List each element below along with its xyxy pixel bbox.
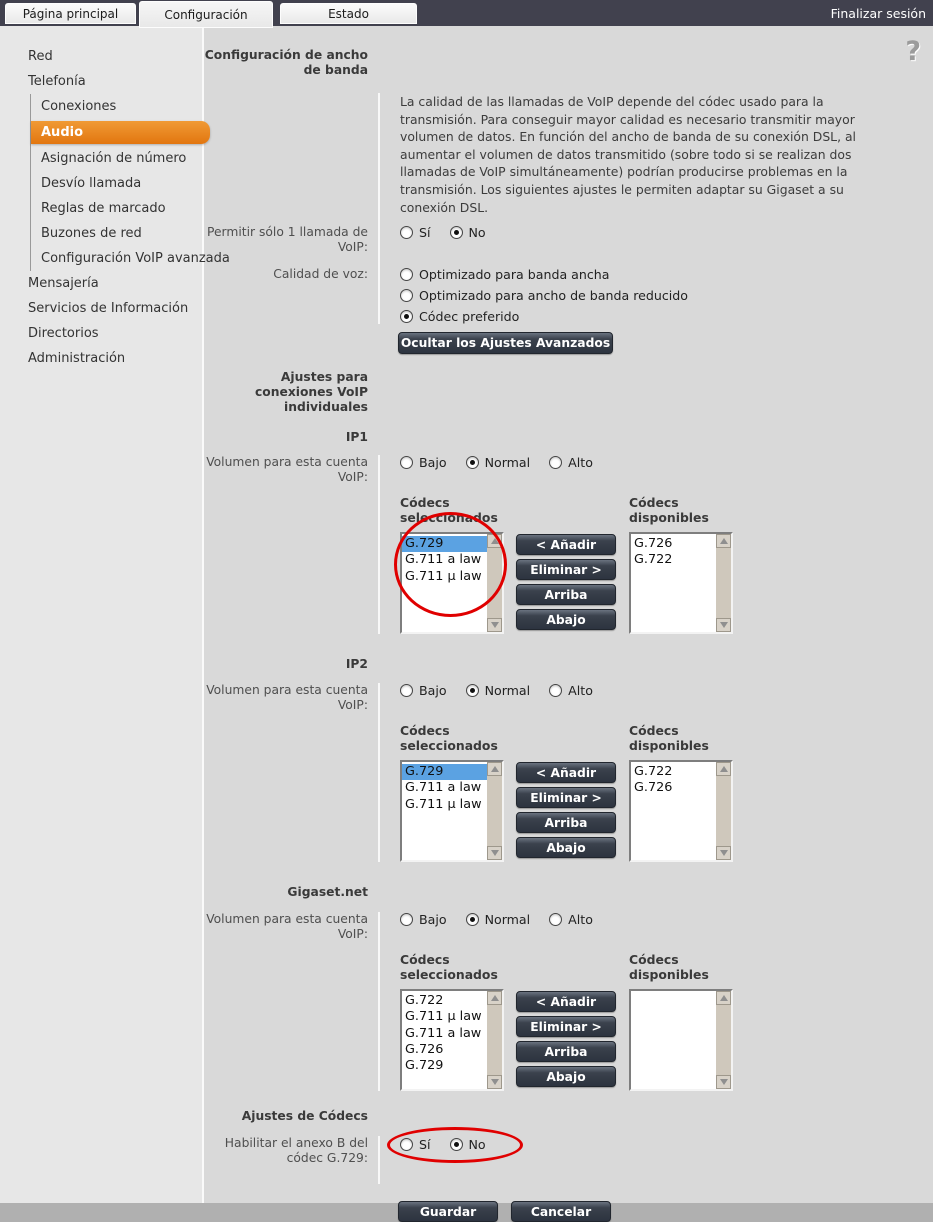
available-codecs-heading: Códecs disponibles (629, 723, 709, 754)
sidebar-item-conexiones[interactable]: Conexiones (41, 99, 117, 114)
account-heading-ip1 (204, 430, 933, 445)
radio-icon (549, 456, 562, 469)
tab-configuracion[interactable] (139, 1, 273, 28)
codecs-row-ip1 (204, 485, 933, 634)
add-codec-button[interactable]: < Añadir (516, 762, 616, 783)
scroll-down-button[interactable] (487, 1075, 502, 1089)
radio-icon (400, 1138, 413, 1151)
cancel-button[interactable]: Cancelar (511, 1201, 611, 1222)
scroll-up-button[interactable] (716, 762, 731, 776)
listbox-scrollbar[interactable] (487, 762, 502, 860)
listbox-scrollbar[interactable] (716, 991, 731, 1089)
radio-normal[interactable] (466, 455, 531, 470)
arrow-up-icon (720, 538, 728, 544)
allow-one-call-label: Permitir sólo 1 llamada de VoIP: (207, 225, 368, 255)
radio-icon (400, 226, 413, 239)
codec-option[interactable]: G.711 a law (405, 780, 482, 796)
move-down-button[interactable]: Abajo (516, 1066, 616, 1087)
annex-b-row (204, 1136, 933, 1184)
radio-normal[interactable] (466, 912, 531, 927)
radio-icon (450, 226, 463, 239)
listbox-scrollbar[interactable] (487, 534, 502, 632)
selected-codecs-heading: Códecs seleccionados (400, 723, 498, 754)
arrow-up-icon (491, 766, 499, 772)
radio-icon (549, 913, 562, 926)
radio-label: No (468, 1137, 486, 1153)
tab-pagina-principal[interactable] (5, 3, 136, 24)
radio-label: Normal (484, 455, 531, 471)
radio-si[interactable] (400, 1137, 431, 1152)
sidebar-nav (0, 26, 230, 1203)
remove-codec-button[interactable]: Eliminar > (516, 787, 616, 808)
sidebar-item-mensajeria[interactable]: Mensajería (28, 276, 99, 291)
radio-alto[interactable] (549, 683, 593, 698)
account-heading-gigasetnet (204, 885, 933, 900)
tab-estado[interactable] (280, 3, 417, 24)
save-button[interactable]: Guardar (398, 1201, 498, 1222)
sidebar-item-administracion[interactable]: Administración (28, 351, 126, 366)
codec-option[interactable]: G.711 a law (405, 1025, 482, 1041)
advanced-toggle-row (204, 332, 933, 354)
tab-label: Página principal (22, 6, 119, 21)
section-heading: Ajustes para conexiones VoIP individuales (254, 370, 368, 415)
radio-icon (400, 289, 413, 302)
scroll-track[interactable] (716, 1005, 731, 1075)
top-tab-bar (0, 0, 933, 26)
arrow-up-icon (720, 995, 728, 1001)
codec-option[interactable]: G.726 (405, 1042, 444, 1058)
arrow-down-icon (720, 1079, 728, 1085)
sidebar-item-desvio-llamada[interactable]: Desvío llamada (41, 176, 142, 191)
arrow-up-icon (491, 995, 499, 1001)
listbox-scrollbar[interactable] (716, 534, 731, 632)
available-codecs-listbox[interactable] (629, 760, 733, 862)
logout-link[interactable] (831, 0, 926, 26)
available-codecs-heading: Códecs disponibles (629, 495, 709, 526)
radio-label: Códec preferido (419, 309, 520, 325)
radio-si[interactable] (400, 225, 431, 240)
arrow-down-icon (720, 622, 728, 628)
sidebar-item-buzones-de-red[interactable]: Buzones de red (41, 226, 142, 241)
account-name: Gigaset.net (287, 885, 368, 900)
allow-one-call-row (204, 216, 933, 255)
remove-codec-button[interactable]: Eliminar > (516, 559, 616, 580)
volume-label: Volumen para esta cuenta VoIP: (206, 912, 368, 942)
radio-icon (466, 684, 479, 697)
scroll-up-button[interactable] (716, 991, 731, 1005)
selected-codecs-listbox[interactable] (400, 532, 504, 634)
codec-option[interactable]: G.726 (634, 536, 673, 552)
selected-codecs-listbox[interactable] (400, 760, 504, 862)
radio-icon (400, 913, 413, 926)
radio-icon (400, 456, 413, 469)
radio-optimizado-banda-ancha[interactable] (400, 267, 933, 282)
codec-option[interactable]: G.711 μ law (405, 796, 482, 812)
scroll-down-button[interactable] (716, 846, 731, 860)
annex-b-label: Habilitar el anexo B del códec G.729: (224, 1136, 368, 1166)
move-up-button[interactable]: Arriba (516, 812, 616, 833)
radio-label: Optimizado para banda ancha (419, 267, 610, 283)
scroll-down-button[interactable] (487, 618, 502, 632)
available-codecs-heading: Códecs disponibles (629, 952, 709, 983)
add-codec-button[interactable]: < Añadir (516, 534, 616, 555)
codec-option[interactable]: G.711 μ law (405, 568, 482, 584)
description-row (204, 93, 933, 216)
radio-label: Bajo (419, 912, 447, 928)
scroll-up-button[interactable] (487, 762, 502, 776)
volume-label: Volumen para esta cuenta VoIP: (206, 683, 368, 713)
scroll-track[interactable] (487, 1005, 502, 1075)
radio-label: No (468, 225, 486, 241)
radio-label: Sí (419, 225, 431, 241)
radio-no[interactable] (450, 1137, 486, 1152)
radio-icon (466, 913, 479, 926)
radio-bajo[interactable] (400, 683, 447, 698)
voice-quality-row (204, 255, 933, 324)
scroll-track[interactable] (487, 548, 502, 618)
radio-label: Alto (568, 683, 593, 699)
radio-icon (400, 310, 413, 323)
main-content (204, 26, 933, 1219)
actions-row (204, 1201, 933, 1222)
move-down-button[interactable]: Abajo (516, 609, 616, 630)
selected-codecs-heading: Códecs seleccionados (400, 952, 498, 983)
help-icon[interactable]: ? (905, 36, 921, 67)
tab-label: Configuración (164, 7, 248, 22)
account-name: IP2 (345, 657, 368, 672)
sidebar-item-red[interactable]: Red (28, 49, 53, 64)
codec-option[interactable]: G.711 a law (405, 552, 482, 568)
listbox-scrollbar[interactable] (487, 991, 502, 1089)
sidebar-item-telefonia[interactable]: Telefonía (28, 74, 86, 89)
scroll-up-button[interactable] (487, 991, 502, 1005)
radio-label: Bajo (419, 683, 447, 699)
sidebar-item-servicios-de-informacion[interactable]: Servicios de Información (28, 301, 189, 316)
scroll-track[interactable] (716, 548, 731, 618)
radio-label: Bajo (419, 455, 447, 471)
arrow-down-icon (491, 1079, 499, 1085)
radio-label: Alto (568, 455, 593, 471)
arrow-down-icon (491, 850, 499, 856)
bandwidth-description: La calidad de las llamadas de VoIP depende del códec usado para la transmisión. Para conseguir mayor calidad es necesario transmitir mayor volumen de datos. En función del ancho de banda de su conexión DSL, al aumentar el volumen de datos transmitido (sobre todo si se realizan dos llamadas de VoIP simultáneamente) podrían producirse problemas en la transmisión. Los siguientes ajustes le permiten adaptar su Gigaset a su conexión DSL. (400, 94, 856, 215)
page-section-heading: Configuración de ancho de banda (204, 48, 368, 77)
hide-advanced-settings-button[interactable]: Ocultar los Ajustes Avanzados (398, 332, 613, 354)
scroll-down-button[interactable] (716, 1075, 731, 1089)
radio-no[interactable] (450, 225, 486, 240)
voice-quality-label: Calidad de voz: (273, 267, 368, 282)
add-codec-button[interactable]: < Añadir (516, 991, 616, 1012)
move-up-button[interactable]: Arriba (516, 1041, 616, 1062)
sidebar-item-asignacion-de-numero[interactable]: Asignación de número (41, 151, 187, 166)
account-heading-ip2 (204, 657, 933, 672)
radio-alto[interactable] (549, 912, 593, 927)
codec-option[interactable]: G.729 (402, 536, 487, 552)
selected-codecs-heading: Códecs seleccionados (400, 495, 498, 526)
codec-option[interactable]: G.722 (405, 993, 444, 1009)
section-heading: Ajustes de Códecs (241, 1109, 368, 1124)
radio-label: Normal (484, 683, 531, 699)
arrow-down-icon (491, 622, 499, 628)
sidebar-item-reglas-de-marcado[interactable]: Reglas de marcado (41, 201, 166, 216)
radio-icon (549, 684, 562, 697)
sidebar-item-audio[interactable]: Audio (31, 121, 210, 144)
volume-label: Volumen para esta cuenta VoIP: (206, 455, 368, 485)
volume-row-gigasetnet (204, 912, 933, 942)
scroll-up-button[interactable] (716, 534, 731, 548)
available-codecs-listbox[interactable] (629, 989, 733, 1091)
radio-alto[interactable] (549, 455, 593, 470)
codec-settings-heading-row (204, 1109, 933, 1124)
bandwidth-heading-row (204, 48, 933, 78)
radio-icon (466, 456, 479, 469)
logout-label: Finalizar sesión (830, 5, 926, 21)
volume-row-ip2 (204, 683, 933, 713)
codecs-row-gigasetnet (204, 942, 933, 1091)
sidebar-subnav-telefonia (30, 94, 230, 271)
radio-bajo[interactable] (400, 912, 447, 927)
codec-option[interactable]: G.729 (405, 1058, 444, 1074)
scroll-track[interactable] (716, 776, 731, 846)
arrow-up-icon (720, 766, 728, 772)
remove-codec-button[interactable]: Eliminar > (516, 1016, 616, 1037)
radio-optimizado-banda-reducido[interactable] (400, 288, 933, 303)
scroll-down-button[interactable] (716, 618, 731, 632)
move-down-button[interactable]: Abajo (516, 837, 616, 858)
radio-bajo[interactable] (400, 455, 447, 470)
move-up-button[interactable]: Arriba (516, 584, 616, 605)
radio-label: Sí (419, 1137, 431, 1153)
radio-icon (400, 268, 413, 281)
volume-row-ip1 (204, 455, 933, 485)
codecs-row-ip2 (204, 713, 933, 862)
tab-label: Estado (328, 6, 369, 21)
sidebar-item-configuracion-voip-avanzada[interactable]: Configuración VoIP avanzada (41, 251, 230, 266)
codec-option[interactable]: G.722 (634, 764, 673, 780)
radio-label: Optimizado para ancho de banda reducido (419, 288, 688, 304)
scroll-down-button[interactable] (487, 846, 502, 860)
arrow-down-icon (720, 850, 728, 856)
codec-option[interactable]: G.722 (634, 552, 673, 568)
scroll-up-button[interactable] (487, 534, 502, 548)
codec-option[interactable]: G.726 (634, 780, 673, 796)
sidebar-item-directorios[interactable]: Directorios (28, 326, 99, 341)
selected-codecs-listbox[interactable] (400, 989, 504, 1091)
codec-option[interactable]: G.711 μ law (405, 1009, 482, 1025)
radio-icon (450, 1138, 463, 1151)
arrow-up-icon (491, 538, 499, 544)
radio-codec-preferido[interactable] (400, 309, 933, 324)
radio-normal[interactable] (466, 683, 531, 698)
available-codecs-listbox[interactable] (629, 532, 733, 634)
listbox-scrollbar[interactable] (716, 762, 731, 860)
scroll-track[interactable] (487, 776, 502, 846)
account-name: IP1 (345, 430, 368, 445)
individual-settings-heading-row (204, 370, 933, 415)
codec-option[interactable]: G.729 (402, 764, 487, 780)
radio-icon (400, 684, 413, 697)
radio-label: Normal (484, 912, 531, 928)
radio-label: Alto (568, 912, 593, 928)
